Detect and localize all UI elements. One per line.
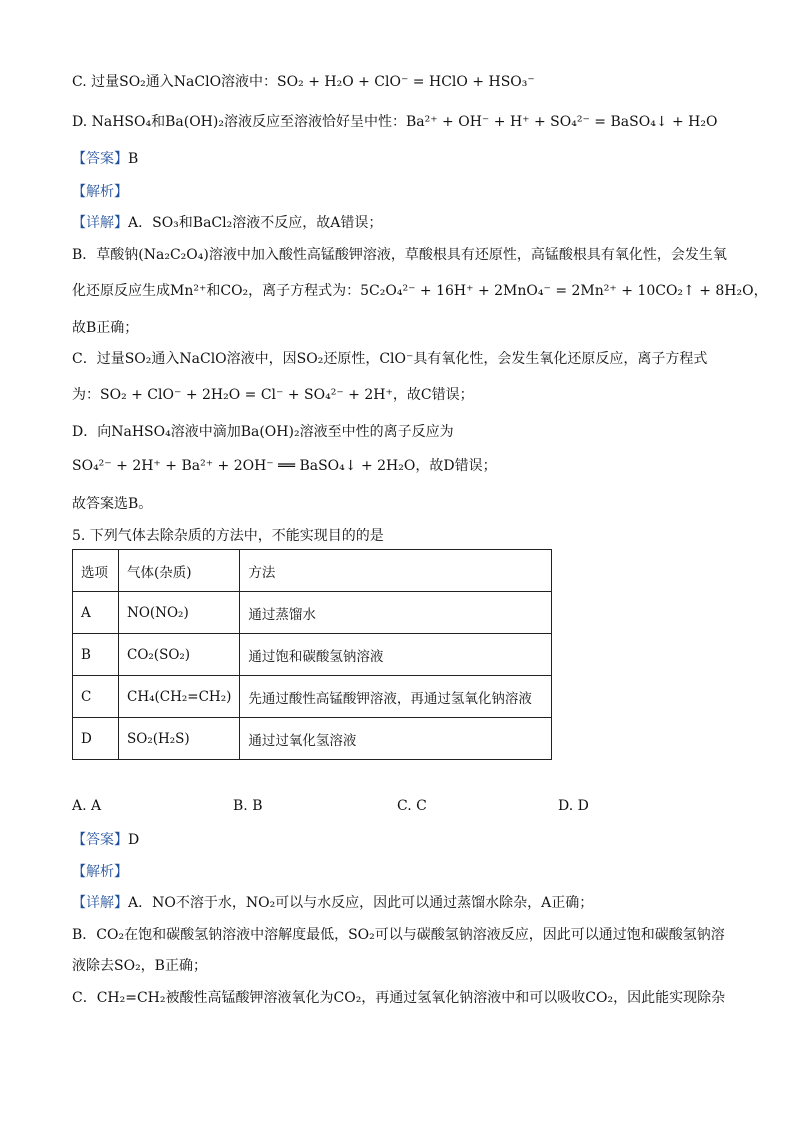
table-row: [73, 718, 552, 760]
q4-analysis-b2: 化还原反应生成Mn²⁺和CO₂，离子方程式为：5C₂O₄²⁻ + 16H⁺ + 2MnO₄⁻ = 2Mn²⁺ + 10CO₂↑ + 8H₂O，: [72, 283, 768, 299]
answer-label: 【答案】: [72, 832, 128, 848]
q5-analysis-c1: C．CH₂=CH₂被酸性高锰酸钾溶液氧化为CO₂，再通过氢氧化钠溶液中和可以吸收CO₂，因此能实现除杂: [72, 990, 726, 1006]
q5-choices: [72, 798, 732, 818]
q5-answer: [72, 830, 139, 850]
q5-analysis-heading: 【解析】: [72, 864, 128, 880]
table-cell: C: [73, 676, 119, 718]
table-row: [73, 592, 552, 634]
table-header-cell: 方法: [240, 550, 552, 592]
table-cell: SO₂(H₂S): [119, 718, 240, 760]
q4-option-d: D. NaHSO₄和Ba(OH)₂溶液反应至溶液恰好呈中性：Ba²⁺ + OH⁻ + H⁺ + SO₄²⁻ = BaSO₄↓ + H₂O: [72, 114, 718, 130]
table-cell: 通过蒸馏水: [240, 592, 552, 634]
answer-value: D: [128, 832, 140, 848]
q4-analysis-c2: 为：SO₂ + ClO⁻ + 2H₂O = Cl⁻ + SO₄²⁻ + 2H⁺，故C错误；: [72, 387, 474, 403]
table-cell: D: [73, 718, 119, 760]
q5-analysis-b2: 液除去SO₂，B正确；: [72, 958, 207, 974]
table-cell: A: [73, 592, 119, 634]
choice-a: A. A: [72, 798, 102, 814]
q4-analysis-a: [72, 213, 382, 233]
choice-c: C. C: [397, 798, 427, 814]
table-cell: 通过饱和碳酸氢钠溶液: [240, 634, 552, 676]
table-row: [73, 676, 552, 718]
q4-analysis-b1: B．草酸钠(Na₂C₂O₄)溶液中加入酸性高锰酸钾溶液，草酸根具有还原性，高锰酸根具有氧化性，会发生氧: [72, 247, 727, 263]
table-cell: NO(NO₂): [119, 592, 240, 634]
q4-analysis-heading: 【解析】: [72, 184, 128, 200]
q5-analysis-a: [72, 893, 593, 913]
q5-analysis-b1: B．CO₂在饱和碳酸氢钠溶液中溶解度最低，SO₂可以与碳酸氢钠溶液反应，因此可以通过饱和碳酸氢钠溶: [72, 927, 725, 943]
table-cell: CH₄(CH₂=CH₂): [119, 676, 240, 718]
table-row: [73, 634, 552, 676]
table-cell: 通过过氧化氢溶液: [240, 718, 552, 760]
table-header-cell: 选项: [73, 550, 119, 592]
detail-label: 【详解】: [72, 215, 128, 231]
q4-analysis-c1: C．过量SO₂通入NaClO溶液中，因SO₂还原性，ClO⁻具有氧化性，会发生氧化还原反应，离子方程式: [72, 351, 708, 367]
q4-analysis-b3: 故B正确；: [72, 320, 139, 336]
table-cell: B: [73, 634, 119, 676]
q4-option-c: C. 过量SO₂通入NaClO溶液中：SO₂ + H₂O + ClO⁻ = HClO + HSO₃⁻: [72, 74, 535, 90]
table-cell: CO₂(SO₂): [119, 634, 240, 676]
q5-options-table: [72, 549, 552, 760]
table-header-row: [73, 550, 552, 592]
answer-label: 【答案】: [72, 151, 128, 167]
q4-analysis-d1: D．向NaHSO₄溶液中滴加Ba(OH)₂溶液至中性的离子反应为: [72, 424, 454, 440]
table-cell: 先通过酸性高锰酸钾溶液，再通过氢氧化钠溶液: [240, 676, 552, 718]
q4-answer: [72, 149, 138, 169]
analysis-a-text: A．NO不溶于水，NO₂可以与水反应，因此可以通过蒸馏水除杂，A正确；: [128, 895, 594, 911]
table-header-cell: 气体(杂质): [119, 550, 240, 592]
analysis-a-text: A．SO₃和BaCl₂溶液不反应，故A错误；: [128, 215, 383, 231]
q4-conclusion: 故答案选B。: [72, 496, 153, 512]
detail-label: 【详解】: [72, 895, 128, 911]
choice-d: D. D: [558, 798, 589, 814]
q4-analysis-d2: SO₄²⁻ + 2H⁺ + Ba²⁺ + 2OH⁻ ══ BaSO₄↓ + 2H₂O，故D错误；: [72, 458, 497, 474]
q5-stem: 5. 下列气体去除杂质的方法中，不能实现目的的是: [72, 528, 384, 544]
choice-b: B. B: [233, 798, 263, 814]
answer-value: B: [128, 151, 139, 167]
